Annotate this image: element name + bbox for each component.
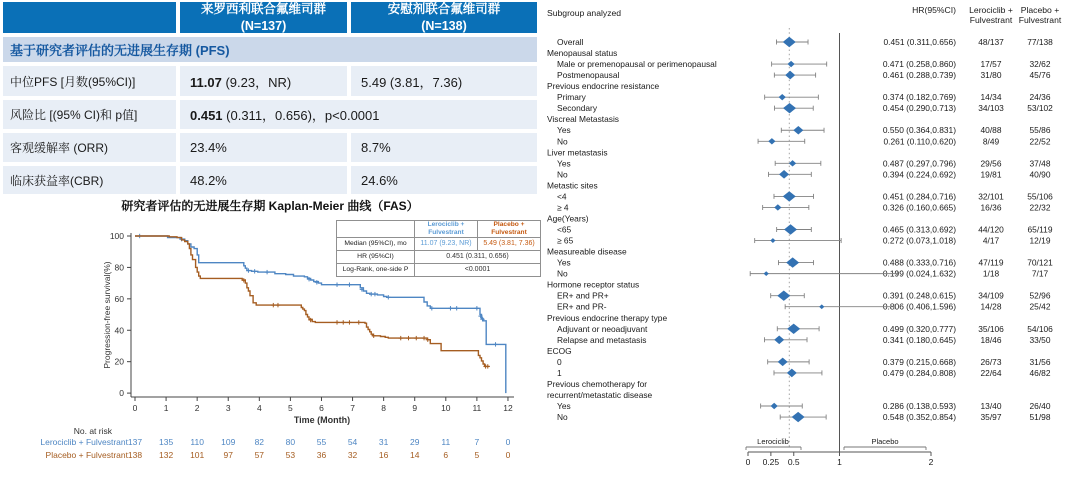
row-hazard-ratio-label: 风险比 [(95% CI)和 p值]	[3, 100, 176, 129]
forest-diamond	[787, 61, 794, 67]
forest-axis	[748, 452, 931, 456]
svg-text:40/90: 40/90	[1029, 169, 1051, 180]
svg-text:<4: <4	[557, 191, 567, 202]
forest-diamond	[771, 403, 778, 409]
svg-text:80: 80	[114, 262, 124, 273]
svg-text:13/40: 13/40	[980, 400, 1002, 411]
inset-median-arm1: 11.07 (9.23, NR)	[415, 237, 478, 250]
svg-text:<65: <65	[557, 224, 572, 235]
forest-diamond	[793, 126, 803, 135]
svg-text:47/119: 47/119	[978, 257, 1004, 268]
arm1-n: (N=137)	[240, 18, 287, 33]
svg-text:101: 101	[190, 450, 205, 460]
svg-text:0.465 (0.313,0.692): 0.465 (0.313,0.692)	[882, 224, 956, 235]
svg-text:Hormone receptor status: Hormone receptor status	[547, 279, 640, 290]
svg-text:25/42: 25/42	[1029, 301, 1051, 312]
svg-text:0: 0	[505, 450, 511, 460]
svg-text:0.5: 0.5	[787, 457, 800, 467]
svg-text:52/96: 52/96	[1029, 290, 1051, 301]
svg-text:Yes: Yes	[557, 125, 571, 136]
svg-text:ER+ and PR+: ER+ and PR+	[557, 290, 609, 301]
svg-text:5: 5	[474, 450, 480, 460]
svg-text:0.471 (0.258,0.860): 0.471 (0.258,0.860)	[882, 59, 956, 70]
forest-diamond	[779, 170, 789, 179]
svg-text:19/81: 19/81	[980, 169, 1002, 180]
svg-text:Postmenopausal: Postmenopausal	[557, 70, 620, 81]
svg-text:77/138: 77/138	[1027, 37, 1053, 47]
row-median-pfs-arm1: 11.07 (9.23，NR)	[180, 66, 347, 96]
inset-hr-label: HR (95%CI)	[337, 250, 415, 263]
arm2-name: 安慰剂联合氟维司群	[387, 2, 501, 17]
svg-text:0: 0	[119, 388, 124, 399]
svg-text:8: 8	[381, 403, 387, 413]
svg-text:31/56: 31/56	[1029, 356, 1051, 367]
svg-text:recurrent/metastatic disease: recurrent/metastatic disease	[547, 389, 653, 400]
svg-text:0.199 (0.024,1.632): 0.199 (0.024,1.632)	[882, 268, 956, 279]
svg-text:ECOG: ECOG	[547, 345, 572, 356]
svg-text:0.374 (0.182,0.769): 0.374 (0.182,0.769)	[882, 92, 956, 103]
svg-text:0.461 (0.288,0.739): 0.461 (0.288,0.739)	[882, 70, 956, 81]
svg-text:22/64: 22/64	[980, 367, 1002, 378]
svg-text:16: 16	[378, 450, 389, 460]
svg-text:7/17: 7/17	[1031, 268, 1049, 279]
svg-text:6: 6	[319, 403, 324, 413]
svg-text:34/103: 34/103	[978, 103, 1004, 114]
svg-text:0.488 (0.333,0.716): 0.488 (0.333,0.716)	[882, 257, 956, 268]
forest-left-direction-label: Lerociclib	[757, 437, 789, 446]
svg-text:0.451 (0.311,0.656): 0.451 (0.311,0.656)	[883, 37, 956, 47]
svg-text:HR(95%CI): HR(95%CI)	[912, 5, 956, 15]
km-inset-table	[336, 220, 541, 277]
forest-right-direction-label: Placebo	[871, 437, 899, 446]
svg-text:No: No	[557, 136, 568, 147]
svg-text:Previous chemotherapy for: Previous chemotherapy for	[547, 378, 648, 389]
svg-text:16/36: 16/36	[980, 202, 1002, 213]
row-orr-arm2: 8.7%	[351, 133, 537, 162]
svg-text:82: 82	[254, 437, 265, 447]
forest-diamond	[785, 71, 795, 80]
svg-text:Yes: Yes	[557, 257, 571, 268]
km-xlabel: Time (Month)	[293, 415, 351, 425]
forest-ci-bar	[758, 139, 805, 144]
svg-text:0.806 (0.406,1.596): 0.806 (0.406,1.596)	[882, 301, 956, 312]
forest-ci-bar	[764, 337, 807, 342]
row-median-pfs-arm2: 5.49 (3.81，7.36)	[351, 66, 537, 96]
svg-text:32: 32	[347, 450, 358, 460]
svg-text:109: 109	[221, 437, 236, 447]
forest-ci-bar	[755, 238, 841, 243]
svg-text:110: 110	[190, 437, 204, 447]
svg-text:0.499 (0.320,0.777): 0.499 (0.320,0.777)	[882, 323, 956, 334]
forest-direction-brackets	[746, 447, 926, 450]
svg-text:33/50: 33/50	[1029, 334, 1051, 345]
svg-text:0.479 (0.284,0.808): 0.479 (0.284,0.808)	[882, 367, 956, 378]
svg-text:138: 138	[127, 450, 143, 460]
svg-text:0.394 (0.224,0.692): 0.394 (0.224,0.692)	[882, 169, 956, 180]
km-risk-table	[40, 426, 510, 460]
summary-header-arm2	[351, 2, 537, 33]
row-cbr-arm1: 48.2%	[180, 166, 347, 194]
svg-text:Lerociclib + Fulvestrant: Lerociclib + Fulvestrant	[40, 437, 128, 447]
svg-text:0.341 (0.180,0.645): 0.341 (0.180,0.645)	[882, 334, 956, 345]
km-chart-title: 研究者评估的无进展生存期 Kaplan-Meier 曲线（FAS）	[121, 199, 419, 213]
forest-diamond	[789, 160, 796, 166]
svg-text:7: 7	[474, 437, 480, 447]
svg-text:32/62: 32/62	[1029, 59, 1051, 70]
forest-diamond	[783, 191, 796, 201]
svg-text:54: 54	[347, 437, 358, 447]
svg-text:51/98: 51/98	[1029, 412, 1051, 423]
svg-text:31: 31	[378, 437, 389, 447]
row-hazard-ratio-value: 0.451 (0.311，0.656)，p<0.0001	[180, 100, 537, 129]
summary-header-empty-cell	[3, 2, 176, 33]
svg-text:0.550 (0.364,0.831): 0.550 (0.364,0.831)	[882, 125, 956, 136]
forest-diamond	[783, 103, 796, 113]
forest-diamond	[786, 257, 799, 267]
arm1-name: 来罗西利联合氟维司群	[200, 2, 326, 17]
svg-text:55/86: 55/86	[1029, 125, 1051, 136]
svg-text:10: 10	[441, 403, 451, 413]
svg-text:1/18: 1/18	[982, 268, 1000, 279]
svg-text:≥ 4: ≥ 4	[557, 202, 569, 213]
inset-median-arm2: 5.49 (3.81, 7.36)	[478, 237, 541, 250]
svg-text:7: 7	[350, 403, 355, 413]
forest-diamond	[779, 94, 786, 100]
svg-text:0.487 (0.297,0.796): 0.487 (0.297,0.796)	[882, 158, 956, 169]
svg-text:Secondary: Secondary	[557, 103, 598, 114]
svg-text:12/19: 12/19	[1029, 235, 1051, 246]
svg-text:0: 0	[557, 356, 562, 367]
svg-text:Fulvestrant: Fulvestrant	[1018, 15, 1062, 25]
svg-text:5: 5	[288, 403, 293, 413]
svg-text:Subgroup analyzed: Subgroup analyzed	[547, 8, 622, 18]
svg-text:11: 11	[441, 437, 451, 447]
svg-text:54/106: 54/106	[1027, 323, 1053, 334]
forest-diamond	[768, 138, 775, 144]
row-cbr-arm2: 24.6%	[351, 166, 537, 194]
svg-text:0.391 (0.248,0.615): 0.391 (0.248,0.615)	[882, 290, 956, 301]
forest-diamond	[770, 238, 775, 243]
svg-text:1: 1	[163, 403, 169, 413]
svg-text:No: No	[557, 268, 568, 279]
svg-text:Primary: Primary	[557, 92, 586, 103]
svg-text:Menopausal status: Menopausal status	[547, 48, 618, 59]
forest-ci-bar	[750, 271, 897, 276]
svg-text:29/56: 29/56	[980, 158, 1002, 169]
svg-text:Fulvestrant: Fulvestrant	[969, 15, 1013, 25]
forest-diamond	[784, 224, 797, 234]
summary-section-header: 基于研究者评估的无进展生存期 (PFS)	[3, 37, 537, 62]
svg-text:Yes: Yes	[557, 400, 571, 411]
svg-text:14/34: 14/34	[980, 92, 1002, 103]
svg-text:46/82: 46/82	[1029, 367, 1051, 378]
svg-text:0.25: 0.25	[762, 457, 780, 467]
svg-text:0: 0	[132, 403, 138, 413]
svg-text:48/137: 48/137	[978, 37, 1004, 47]
subgroup-forest-plot	[540, 0, 1080, 479]
svg-text:2: 2	[194, 403, 200, 413]
svg-text:Measureable disease: Measureable disease	[547, 246, 627, 257]
inset-hr-value: 0.451 (0.311, 0.656)	[415, 250, 541, 263]
svg-text:34/109: 34/109	[978, 290, 1004, 301]
svg-text:Lerociclib +: Lerociclib +	[969, 5, 1013, 15]
svg-text:80: 80	[285, 437, 296, 447]
forest-diamond	[777, 290, 790, 300]
svg-text:No: No	[557, 169, 568, 180]
svg-text:60: 60	[114, 293, 124, 304]
svg-text:Relapse and metastasis: Relapse and metastasis	[557, 334, 647, 345]
svg-text:0.379 (0.215,0.668): 0.379 (0.215,0.668)	[882, 356, 956, 367]
svg-text:31/80: 31/80	[980, 70, 1002, 81]
svg-text:29: 29	[409, 437, 420, 447]
svg-text:Metastic sites: Metastic sites	[547, 180, 598, 191]
svg-text:1: 1	[837, 457, 842, 467]
svg-text:9: 9	[412, 403, 418, 413]
forest-diamond	[792, 412, 805, 422]
svg-text:26/73: 26/73	[980, 356, 1002, 367]
svg-text:6: 6	[443, 450, 449, 460]
inset-corner-cell	[337, 221, 415, 238]
svg-text:≥ 65: ≥ 65	[557, 235, 574, 246]
svg-text:45/76: 45/76	[1029, 70, 1051, 81]
forest-ci-bar	[763, 205, 809, 210]
forest-ci-bar	[765, 95, 819, 100]
svg-text:40/88: 40/88	[980, 125, 1002, 136]
svg-text:0: 0	[745, 457, 751, 467]
svg-text:4/17: 4/17	[982, 235, 1000, 246]
forest-diamond	[787, 369, 797, 378]
forest-ci-bar	[772, 62, 827, 67]
svg-text:11: 11	[472, 403, 482, 413]
forest-diamond	[778, 358, 788, 367]
row-orr-arm1: 23.4%	[180, 133, 347, 162]
forest-diamond	[819, 304, 824, 309]
svg-text:55: 55	[316, 437, 327, 447]
svg-text:0.451 (0.284,0.716): 0.451 (0.284,0.716)	[882, 191, 956, 202]
svg-text:2: 2	[928, 457, 934, 467]
svg-text:20: 20	[114, 356, 124, 367]
summary-header-arm1	[180, 2, 347, 33]
svg-text:Viscreal Metastasis: Viscreal Metastasis	[547, 114, 619, 125]
svg-text:135: 135	[158, 437, 174, 447]
svg-text:32/101: 32/101	[978, 191, 1004, 202]
svg-text:8/49: 8/49	[982, 136, 1000, 147]
svg-text:No: No	[557, 412, 568, 423]
svg-text:ER+ and PR-: ER+ and PR-	[557, 301, 607, 312]
inset-arm2-header: Placebo + Fulvestrant	[478, 221, 541, 238]
svg-text:53: 53	[285, 450, 296, 460]
svg-text:0.261 (0.110,0.620): 0.261 (0.110,0.620)	[883, 136, 956, 147]
svg-text:Placebo + Fulvestrant: Placebo + Fulvestrant	[45, 450, 128, 460]
svg-text:0.272 (0.073,1.018): 0.272 (0.073,1.018)	[882, 235, 956, 246]
inset-logrank-label: Log-Rank, one-side P	[337, 263, 415, 276]
inset-logrank-value: <0.0001	[415, 263, 541, 276]
inset-arm1-header: Lerociclib + Fulvestrant	[415, 221, 478, 238]
forest-ci-bar	[774, 370, 822, 375]
forest-headers	[547, 5, 1062, 25]
svg-text:No. at risk: No. at risk	[73, 426, 112, 436]
forest-ci-bar	[761, 403, 803, 408]
svg-text:Overall: Overall	[557, 37, 584, 47]
svg-text:53/102: 53/102	[1027, 103, 1053, 114]
svg-text:24/36: 24/36	[1029, 92, 1051, 103]
svg-text:1: 1	[557, 367, 562, 378]
svg-text:Yes: Yes	[557, 158, 571, 169]
svg-text:55/106: 55/106	[1027, 191, 1053, 202]
row-median-pfs-label: 中位PFS [月数(95%CI)]	[3, 66, 176, 96]
svg-text:Placebo +: Placebo +	[1020, 5, 1060, 15]
svg-text:Age(Years): Age(Years)	[547, 213, 589, 224]
forest-diamond	[774, 204, 781, 210]
svg-text:22/32: 22/32	[1029, 202, 1051, 213]
svg-text:22/52: 22/52	[1029, 136, 1051, 147]
row-orr-label: 客观缓解率 (ORR)	[3, 133, 176, 162]
forest-ci-bar	[768, 359, 809, 364]
svg-text:18/46: 18/46	[980, 334, 1002, 345]
svg-text:57: 57	[254, 450, 265, 460]
svg-text:0.326 (0.160,0.665): 0.326 (0.160,0.665)	[882, 202, 956, 213]
svg-text:Adjuvant or neoadjuvant: Adjuvant or neoadjuvant	[557, 323, 648, 334]
svg-text:0: 0	[505, 437, 511, 447]
svg-text:137: 137	[127, 437, 143, 447]
svg-text:36: 36	[316, 450, 327, 460]
svg-text:12: 12	[503, 403, 513, 413]
svg-text:97: 97	[223, 450, 233, 460]
svg-text:35/106: 35/106	[978, 323, 1004, 334]
forest-diamond	[764, 271, 769, 276]
forest-diamond	[774, 336, 784, 345]
svg-text:Liver metastasis: Liver metastasis	[547, 147, 608, 158]
svg-text:70/121: 70/121	[1027, 257, 1053, 268]
svg-text:3: 3	[225, 403, 231, 413]
svg-text:4: 4	[256, 403, 262, 413]
svg-text:100: 100	[109, 231, 124, 241]
arm2-n: (N=138)	[421, 18, 467, 33]
svg-text:65/119: 65/119	[1027, 224, 1053, 235]
forest-diamond	[783, 37, 796, 47]
svg-text:0.286 (0.138,0.593): 0.286 (0.138,0.593)	[882, 400, 956, 411]
svg-text:Previous endocrine therapy typ: Previous endocrine therapy type	[547, 312, 668, 323]
km-ylabel: Progression-free survival(%)	[102, 261, 112, 369]
svg-text:14/28: 14/28	[980, 301, 1002, 312]
svg-text:35/97: 35/97	[980, 412, 1002, 423]
svg-text:Male or premenopausal or perim: Male or premenopausal or perimenopausal	[557, 59, 717, 70]
forest-ci-bar	[775, 161, 821, 166]
svg-text:17/57: 17/57	[980, 59, 1002, 70]
row-cbr-label: 临床获益率(CBR)	[3, 166, 176, 194]
forest-ci-bar	[768, 172, 811, 177]
svg-text:0.454 (0.290,0.713): 0.454 (0.290,0.713)	[882, 103, 956, 114]
svg-text:0.548 (0.352,0.854): 0.548 (0.352,0.854)	[882, 412, 956, 423]
svg-text:40: 40	[114, 325, 124, 336]
svg-text:37/48: 37/48	[1029, 158, 1051, 169]
svg-text:44/120: 44/120	[978, 224, 1004, 235]
svg-text:Previous endocrine resistance: Previous endocrine resistance	[547, 81, 660, 92]
inset-median-label: Median (95%CI), mo	[337, 237, 415, 250]
svg-text:26/40: 26/40	[1029, 400, 1051, 411]
svg-text:14: 14	[409, 450, 420, 460]
svg-text:132: 132	[158, 450, 174, 460]
